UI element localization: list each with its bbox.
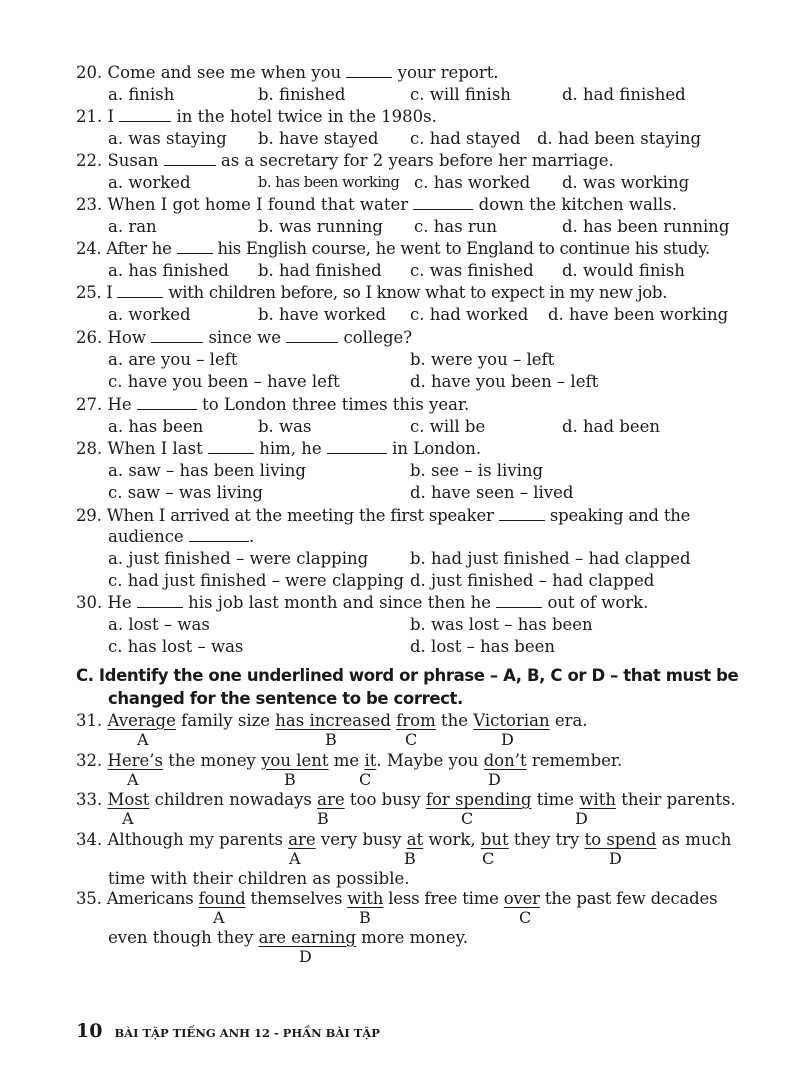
option-30b: b. was lost – has been <box>410 615 593 634</box>
answer-blank <box>346 63 392 78</box>
option-26b: b. were you – left <box>410 350 555 369</box>
label-d: D <box>575 809 588 828</box>
option-20a: a. finish <box>108 85 175 104</box>
answer-blank <box>496 593 542 608</box>
option-26c: c. have you been – have left <box>108 372 340 391</box>
answer-blank <box>413 195 473 210</box>
label-b: B <box>404 849 416 868</box>
question-34: 34. Although my parents are very busy at work, but they try to spend as much <box>76 830 732 849</box>
label-d: D <box>488 770 501 789</box>
option-26d: d. have you been – left <box>410 372 599 391</box>
option-28d: d. have seen – lived <box>410 483 574 502</box>
answer-blank <box>189 527 249 542</box>
option-28b: b. see – is living <box>410 461 544 480</box>
option-24b: b. had finished <box>258 261 382 280</box>
option-27c: c. will be <box>410 417 486 436</box>
label-c: C <box>482 849 495 868</box>
label-b: B <box>359 908 371 927</box>
label-a: A <box>122 809 134 828</box>
option-26a: a. are you – left <box>108 350 238 369</box>
option-30d: d. lost – has been <box>410 637 555 656</box>
question-21: 21. I in the hotel twice in the 1980s. <box>76 107 437 126</box>
option-22d: d. was working <box>562 173 690 192</box>
question-35: 35. Americans found themselves with less free time over the past few decades <box>76 889 718 908</box>
question-22: 22. Susan as a secretary for 2 years before her marriage. <box>76 151 614 170</box>
answer-blank <box>177 239 213 254</box>
option-23c: c. has run <box>414 217 498 236</box>
question-27: 27. He to London three times this year. <box>76 395 470 414</box>
page-footer <box>76 1020 380 1042</box>
answer-blank <box>117 283 163 298</box>
label-a: A <box>289 849 301 868</box>
label-a: A <box>213 908 225 927</box>
option-20c: c. will finish <box>410 85 511 104</box>
label-a: A <box>127 770 139 789</box>
question-33: 33. Most children nowadays are too busy for spending time with their parents. <box>76 790 736 809</box>
option-23d: d. has been running <box>562 217 730 236</box>
option-25c: c. had worked <box>410 305 529 324</box>
answer-blank <box>137 395 197 410</box>
option-28c: c. saw – was living <box>108 483 263 502</box>
section-c-heading: C. Identify the one underlined word or phrase – A, B, C or D – that must be <box>76 666 739 685</box>
option-23b: b. was running <box>258 217 383 236</box>
question-34-continued: time with their children as possible. <box>108 869 410 888</box>
option-27d: d. had been <box>562 417 661 436</box>
answer-blank <box>286 328 338 343</box>
option-24d: d. would finish <box>562 261 685 280</box>
label-c: C <box>461 809 474 828</box>
option-30c: c. has lost – was <box>108 637 244 656</box>
option-29b: b. had just finished – had clapped <box>410 549 691 568</box>
label-c: C <box>359 770 372 789</box>
label-d: D <box>299 947 312 966</box>
answer-blank <box>119 107 171 122</box>
question-25: 25. I with children before, so I know what to expect in my new job. <box>76 283 668 302</box>
label-c: C <box>405 730 418 749</box>
question-32: 32. Here’s the money you lent me it. Maybe you don’t remember. <box>76 751 623 770</box>
option-22a: a. worked <box>108 173 191 192</box>
option-30a: a. lost – was <box>108 615 210 634</box>
option-25b: b. have worked <box>258 305 387 324</box>
label-a: A <box>137 730 149 749</box>
option-28a: a. saw – has been living <box>108 461 306 480</box>
answer-blank <box>499 506 545 521</box>
question-31: 31. Average family size has increased from the Victorian era. <box>76 711 588 730</box>
option-21a: a. was staying <box>108 129 227 148</box>
question-30: 30. He his job last month and since then he out of work. <box>76 593 649 612</box>
page-number: 10 <box>76 1020 103 1042</box>
option-21c: c. had stayed <box>410 129 521 148</box>
option-25d: d. have been working <box>548 305 729 324</box>
option-27a: a. has been <box>108 417 204 436</box>
answer-blank <box>327 439 387 454</box>
answer-blank <box>208 439 254 454</box>
option-24c: c. was finished <box>410 261 534 280</box>
option-24a: a. has finished <box>108 261 229 280</box>
option-20d: d. had finished <box>562 85 686 104</box>
question-28: 28. When I last him, he in London. <box>76 439 482 458</box>
question-29: 29. When I arrived at the meeting the first speaker speaking and the <box>76 506 691 525</box>
label-b: B <box>325 730 337 749</box>
label-b: B <box>317 809 329 828</box>
option-21b: b. have stayed <box>258 129 379 148</box>
option-29d: d. just finished – had clapped <box>410 571 655 590</box>
option-21d: d. had been staying <box>537 129 702 148</box>
question-29-continued: audience . <box>108 527 255 546</box>
label-d: D <box>501 730 514 749</box>
question-24: 24. After he his English course, he went to England to continue his study. <box>76 239 711 258</box>
option-27b: b. was <box>258 417 312 436</box>
label-c: C <box>519 908 532 927</box>
question-23: 23. When I got home I found that water down the kitchen walls. <box>76 195 678 214</box>
answer-blank <box>164 151 216 166</box>
option-22b: b. has been working <box>258 175 400 191</box>
question-26: 26. How since we college? <box>76 328 413 347</box>
option-29c: c. had just finished – were clapping <box>108 571 404 590</box>
option-23a: a. ran <box>108 217 157 236</box>
answer-blank <box>151 328 203 343</box>
label-d: D <box>609 849 622 868</box>
book-title: BÀI TẬP TIẾNG ANH 12 - PHẦN BÀI TẬP <box>114 1026 380 1040</box>
answer-blank <box>137 593 183 608</box>
question-20: 20. Come and see me when you your report. <box>76 63 499 82</box>
label-b: B <box>284 770 296 789</box>
section-c-heading-line2: changed for the sentence to be correct. <box>108 689 463 708</box>
option-25a: a. worked <box>108 305 191 324</box>
option-20b: b. finished <box>258 85 346 104</box>
question-35-continued: even though they are earning more money. <box>108 928 468 947</box>
option-22c: c. has worked <box>414 173 531 192</box>
option-29a: a. just finished – were clapping <box>108 549 369 568</box>
